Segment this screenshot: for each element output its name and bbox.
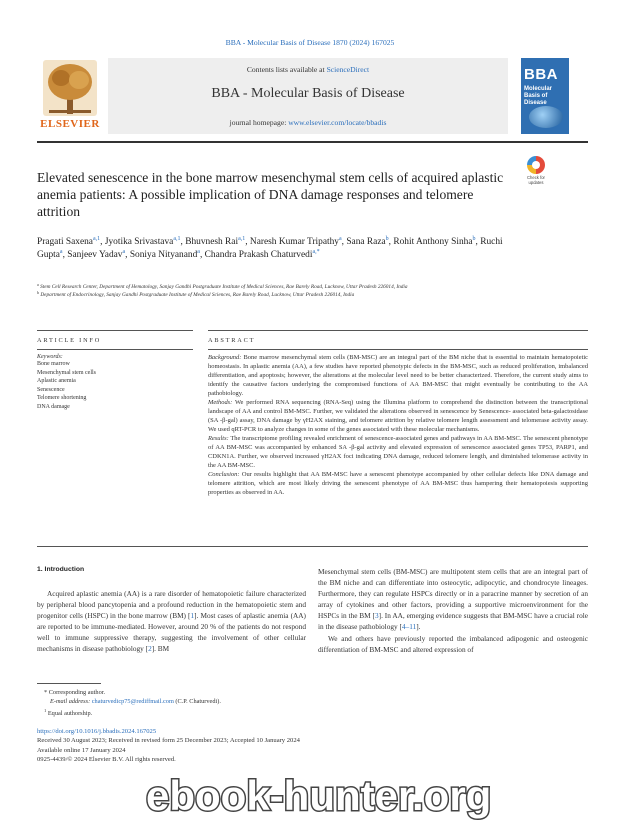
- abstract-section-label: Results:: [208, 435, 229, 442]
- abstract-section: [208, 398, 588, 434]
- author-affiliation-mark[interactable]: b: [472, 236, 476, 242]
- footnote-rule: [37, 683, 101, 684]
- affiliation-key: a: [37, 282, 39, 287]
- keyword-item: Telomere shortening: [37, 395, 87, 402]
- author-name[interactable]: Naresh Kumar Tripathy: [249, 237, 339, 247]
- intro-paragraph: We and others have previously reported the imbalanced adipogenic and osteogenic differentiation of BM-MSC and altered expression of: [318, 634, 588, 654]
- check-for-updates-button[interactable]: [521, 156, 551, 186]
- online-date: Available online 17 January 2024: [37, 746, 126, 754]
- author-name[interactable]: Chandra Prakash Chaturvedi: [204, 250, 313, 260]
- author-name[interactable]: Jyotika Srivastava: [104, 237, 174, 247]
- citation-link[interactable]: 4–11: [401, 622, 417, 631]
- email-label: E-mail address:: [50, 698, 92, 705]
- running-head[interactable]: BBA - Molecular Basis of Disease 1870 (2024) 167025: [225, 38, 395, 47]
- author-name[interactable]: Pragati Saxena: [37, 237, 93, 247]
- received-dates: Received 30 August 2023; Received in revised form 25 December 2023; Accepted 10 January 2024: [37, 737, 300, 745]
- author-name[interactable]: Sana Raza: [346, 237, 386, 247]
- abstract-section-label: Background:: [208, 354, 242, 361]
- intro-right-column: [318, 566, 588, 655]
- abstract-rule: [208, 330, 588, 331]
- footnotes: [44, 688, 344, 718]
- author-affiliation-mark[interactable]: a,1: [173, 236, 181, 242]
- author-affiliation-mark[interactable]: a,*: [312, 249, 320, 255]
- text-run: ]. BM: [151, 644, 170, 653]
- citation-link[interactable]: 1: [190, 611, 195, 620]
- author-affiliation-mark[interactable]: a: [197, 249, 200, 255]
- affiliation-key: b: [37, 290, 39, 295]
- intro-left-column: [37, 588, 306, 654]
- author-affiliation-mark[interactable]: b: [385, 236, 389, 242]
- author-affiliation-mark[interactable]: a: [59, 249, 63, 255]
- abstract-section-text: Bone marrow mesenchymal stem cells (BM-MSC) are an integral part of the BM niche that is essential to maintain hematopoietic homeostasis. In aplastic anemia (AA), a few studies have reported phenotypic defects in the BM-MSC, such as reduced proliferation, imbalanced differentiation, and apoptosis; however, the alterations at the molecular level need to be better characterized. Therefore, the current study aims to identify the causative factors underlying the compromised functions of AA BM-MSC that might eventually be contributing to the AA pathobiology.: [208, 354, 588, 397]
- journal-title-box: [108, 58, 508, 134]
- journal-homepage-link[interactable]: www.elsevier.com/locate/bbadis: [288, 118, 387, 127]
- copyright-line: 0925-4439/© 2024 Elsevier B.V. All rights reserved.: [37, 755, 176, 763]
- abstract-text: [208, 353, 588, 497]
- footnote-text: Equal authorship.: [47, 710, 93, 718]
- affiliations: [37, 283, 537, 299]
- affiliation-text: Department of Endocrinology, Sanjay Gandhi Postgraduate Institute of Medical Sciences, Rae Barely Road, Lucknow, Uttar Pradesh 226014, India: [40, 292, 355, 298]
- journal-cover-thumbnail[interactable]: [521, 58, 569, 134]
- equal-authorship-note: [44, 706, 344, 718]
- text-run: ]. Most cases of aplastic anemia (AA) are reported to be immune-mediated. However, around 20 % of the patients do not respond well to immune suppressive therapy, suggesting the involvement of other cellular mechanisms in disease pathobiology [: [37, 611, 306, 653]
- abstract-section-text: The transcriptome profiling revealed enrichment of senescence-associated genes and pathways in AA BM-MSC. The senescent phenotype of AA BM-MSC was accompanied by enhanced SA -β-gal activity and elevated expression of senescence associated genes TP53, PARP1, and CDKN1A. Further, we observed increased γH2AX foci indicating DNA damage, reduced telomere length, and diminished telomerase activity in the AA BM-MSC.: [208, 435, 588, 469]
- cover-art-icon: [529, 106, 563, 128]
- abstract-section: [208, 470, 588, 497]
- author-affiliation-mark[interactable]: a: [338, 236, 342, 242]
- abstract-end-rule: [37, 546, 588, 547]
- corresponding-author-note: [44, 688, 344, 697]
- abstract-rule-2: [208, 349, 588, 350]
- author-name[interactable]: Bhuvnesh Rai: [185, 237, 239, 247]
- article-info-rule-2: [37, 349, 193, 350]
- doi-link[interactable]: https://doi.org/10.1016/j.bbadis.2024.167025: [37, 728, 157, 735]
- citation-link[interactable]: 2: [148, 644, 152, 653]
- email-suffix: (C.P. Chaturvedi).: [173, 698, 221, 705]
- keyword-item: Senescence: [37, 386, 65, 393]
- keywords-label: Keywords:: [37, 354, 63, 360]
- footnote-mark: 1: [44, 708, 47, 713]
- check-updates-icon: [527, 156, 545, 174]
- article-title: Elevated senescence in the bone marrow mesenchymal stem cells of acquired aplastic anemia patients: A possible implication of DNA damage responses and telomere attrition: [37, 170, 504, 219]
- text-run: Mesenchymal stem cells (BM-MSC) are multipotent stem cells that are an integral part of the BM niche and can differentiate into osteocytic, adipocytic, and chondrocyte lineages. Furthermore, they can regulate HSPCs directly or in a paracrine manner by secretion of an array of cytokines and other factors, providing a supportive microenvironment for the HSPCs in the BM [: [318, 567, 588, 620]
- homepage-line: [108, 118, 508, 127]
- author-affiliation-mark[interactable]: a,1: [238, 236, 246, 242]
- author-name[interactable]: Soniya Nityanand: [129, 250, 198, 260]
- cover-subtitle: Molecular Basis of Disease: [524, 86, 553, 106]
- sciencedirect-link[interactable]: ScienceDirect: [326, 65, 370, 74]
- abstract-section: [208, 353, 588, 398]
- journal-title: BBA - Molecular Basis of Disease: [211, 86, 405, 101]
- journal-masthead: [37, 58, 588, 138]
- section-heading-introduction: 1. Introduction: [37, 566, 85, 573]
- abstract-heading: ABSTRACT: [208, 337, 256, 344]
- author-affiliation-mark[interactable]: a: [122, 249, 126, 255]
- author-list: Pragati Saxena$^{a,1}$, Jyotika Srivastava$^{a,1}$, Bhuvnesh Rai$^{a,1}$, Naresh Kumar Tripathy$^a$, Sana Raza$^b$, Rohit Anthony Sinha$^b$, Ruchi Gupta$^a$, Sanjeev Yadav$^a$, Soniya Nityanand$^a$, Chandra Prakash Chaturvedi$^{a,*}$: [37, 236, 503, 260]
- keyword-item: Bone marrow: [37, 361, 70, 367]
- watermark-graphic: [140, 768, 610, 820]
- watermark: [140, 768, 610, 820]
- cover-title: BBA: [524, 66, 558, 83]
- elsevier-tree-icon: [43, 60, 97, 116]
- keyword-list: [37, 360, 193, 412]
- keyword-item: DNA damage: [37, 403, 70, 410]
- abstract-section-label: Methods:: [208, 399, 233, 406]
- abstract-section-text: We performed RNA sequencing (RNA-Seq) using the Illumina platform to comprehend the distinction between the transcriptional landscape of AA and control BM-MSC. Further, we validated the alterations observed in senescence by Senescence- associated beta-galactosidase (SA -β-gal) assay, DNA damage by γH2AX staining, and telomere attrition by relative telomere length assessment and telomerase activity assay. We used qRT-PCR to analyze changes in some of the genes associated with these molecular mechanisms.: [208, 399, 588, 433]
- abstract-section-text: Our results highlight that AA BM-MSC have a senescent phenotype accompanied by other cellular defects like DNA damage and telomere attrition, which are most likely driving the senescent phenotype of AA BM-MSC thus hampering their hematopoiesis supporting properties as observed in AA.: [208, 471, 588, 496]
- text-run: Acquired aplastic anemia (AA) is a rare disorder of hematopoietic failure characterized by peripheral blood pancytopenia and a profound reduction in the hematopoietic stem and progenitor cells (HSPC) in the bone marrow (BM) [: [37, 589, 306, 620]
- abstract-section-label: Conclusion:: [208, 471, 240, 478]
- text-run: ]. In AA, emerging evidence suggests that BM-MSC have a crucial role in the disease pathobiology [: [318, 611, 589, 631]
- author-name[interactable]: Rohit Anthony Sinha: [393, 237, 473, 247]
- affiliation-a: [37, 283, 537, 291]
- intro-paragraph: [318, 566, 588, 632]
- masthead-divider: [37, 141, 588, 143]
- elsevier-logo[interactable]: [37, 58, 103, 134]
- keyword-item: Mesenchymal stem cells: [37, 369, 96, 376]
- author-name[interactable]: Ruchi Gupta: [37, 237, 503, 260]
- affiliation-b: [37, 291, 537, 299]
- affiliation-text: Stem Cell Research Center, Department of Hematology, Sanjay Gandhi Postgraduate Institute of Medical Sciences, Rae Barely Road, Lucknow, Uttar Pradesh 226014, India: [40, 284, 408, 290]
- citation-link[interactable]: 3: [374, 611, 379, 620]
- article-info-heading: ARTICLE INFO: [37, 337, 102, 344]
- article-info-rule: [37, 330, 193, 331]
- abstract-section: [208, 434, 588, 470]
- email-note: [44, 697, 344, 706]
- watermark-text: ebook-hunter.org: [146, 772, 492, 819]
- author-affiliation-mark[interactable]: a,1: [92, 236, 101, 242]
- check-updates-label: Check for updates: [527, 175, 545, 185]
- homepage-prefix: journal homepage:: [229, 118, 289, 127]
- footnote-text: Corresponding author.: [48, 689, 106, 696]
- publisher-wordmark: ELSEVIER: [40, 118, 100, 130]
- author-email-link[interactable]: chaturvedicp75@rediffmail.com: [91, 698, 174, 705]
- text-run: ].: [416, 622, 421, 631]
- keywords-block: [37, 354, 193, 412]
- footnote-mark: *: [44, 689, 48, 696]
- publication-info: [37, 727, 417, 764]
- contents-prefix: Contents lists available at: [246, 65, 327, 74]
- contents-line: [108, 65, 508, 74]
- keyword-item: Aplastic anemia: [37, 378, 76, 385]
- author-name[interactable]: Sanjeev Yadav: [67, 250, 123, 260]
